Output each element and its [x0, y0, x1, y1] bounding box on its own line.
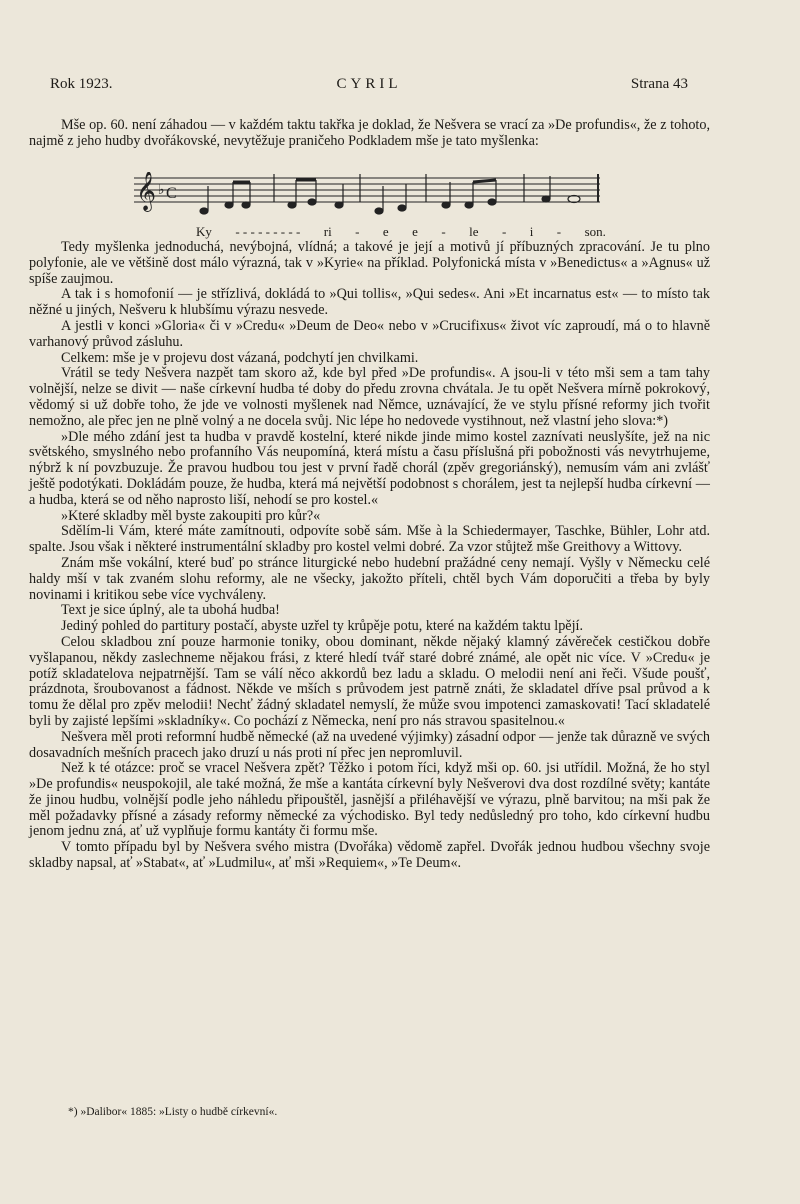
header-year: Rok 1923. — [50, 76, 113, 92]
note-head — [542, 196, 550, 202]
lyric-syllable: e — [412, 224, 418, 239]
paragraph: Znám mše vokální, které buď po stránce liturgické nebo hudební pražádné ceny nemají. Vyšly v Německu celé haldy mší v tak zvaném slohu reformy, ale ne všecky, jakožto příteli, chtěl bych Vám doporučiti a třeba by byly novinami i kritikou sebe více vychváleny. — [29, 554, 710, 603]
paragraph: Jediný pohled do partitury postačí, abyste uzřel ty krůpěje potu, které na každém taktu lpějí. — [61, 618, 584, 635]
paragraph: »Které skladby měl byste zakoupiti pro kůr?« — [61, 507, 321, 524]
paragraph: A jestli v konci »Gloria« či v »Credu« »Deum de Deo« nebo v »Crucifixus« život víc zaproudí, má o to hlavně varhanový průvod zásluhu. — [29, 317, 710, 350]
body-text — [29, 240, 710, 872]
paragraph: Nešvera měl proti reformní hudbě německé (až na uvedené výjimky) zásadní odpor — jenže tak důrazně ve svých dosavadních mešních pracech jako druzí u nás proti ní přec jen nepromluvil. — [29, 728, 710, 761]
treble-clef-icon: 𝄞 — [136, 172, 157, 211]
paragraph: A tak i s homofonií — je střízlivá, dokládá to »Qui tollis«, »Qui sedes«. Ani »Et incarnatus est« — to místo tak něžné u jiných, Nešveru k hlubšímu výrazu nesvede. — [29, 286, 710, 319]
lyric-syllable: e — [382, 224, 389, 239]
note-head — [568, 196, 580, 203]
lyric-syllable: - — [441, 224, 446, 239]
intro-paragraph — [29, 118, 710, 150]
lyric-syllable: son. — [584, 224, 606, 239]
flat-icon: ♭ — [158, 183, 165, 198]
paragraph: Tedy myšlenka jednoduchá, nevýbojná, vlídná; a takové je její a motivů jí příbuzných zpracování. Je tu plno polyfonie, ale ve většině dost málo výrazná, tak v »Kyrie« na příklad. Polyfonická místa v »Benedictus« a »Agnus« už spíše zaujmou. — [29, 239, 710, 287]
paragraph: Sdělím-li Vám, které máte zamítnouti, odpovíte sobě sám. Mše à la Schiedermayer, Taschke, Bühler, Lohr atd. spalte. Jsou však i některé instrumentální skladby pro kostel velmi dobré. Za vzor stůjtež mše Greithovy a Wittovy. — [29, 523, 710, 556]
note-head — [398, 205, 406, 211]
paragraph: Celkem: mše je v projevu dost vázaná, podchytí jen chvilkami. — [61, 349, 419, 366]
lyric-syllable: - — [556, 224, 562, 239]
paragraph: Vrátil se tedy Nešvera nazpět tam skoro až, kde byl před »De profundis«. A jsou-li v této mši sem a tam tahy volnější, nelze se divit — naše církevní hudba té doby do předu zrovna chvátala. Je tu opět Nešvera mírně pokrokový, vědomý si už dobře toho, že jde ve volnosti myšlenek nad Němce, uznávající, že ve stylu přísné reformy jich tvořit nemožno, ale přec jen ne plně volný a ne docela svůj. Nic lépe ho nedovede vystihnout, než vlastní jeho slova:*) — [29, 365, 710, 429]
header-title: CYRIL — [336, 76, 402, 92]
note-head — [200, 208, 208, 214]
music-lyrics — [196, 224, 606, 240]
note-head — [242, 202, 250, 208]
footnote: *) »Dalibor« 1885: »Listy o hudbě církevní«. — [68, 1106, 278, 1118]
intro-text: Mše op. 60. není záhadou — v každém taktu takřka je doklad, že Nešvera se vrací za »De profundis«, že z tohoto, najmě z jeho hudby dvořákovské, nevytěžuje praničeho Podkladem mše je tato myšlenka: — [29, 117, 710, 149]
note-head — [308, 199, 316, 205]
page-header — [50, 76, 688, 98]
paragraph: Celou skladbou zní pouze harmonie toniky, obou dominant, někde nějaký klamný závěreček cestičkou dobře vyšlapanou, někdy zaslechneme nějakou frási, z které hledí tvář staré dobré známé, ale opět nic více. V »Credu« je potíž skladatelova nejpatrnější. Tam se válí něco akkordů bez ladu a skladu. O melodii není ani řeči. Všude poušť, prázdnota, šroubovanost a fádnost. Někde ve mších s průvodem jest patrně znáti, že skladatel dříve psal průvod a k tomu že dělal pro zpěv melodii! Nechť žádný skladatel nemyslí, že může svou impotenci zamaskovati! Tací skladatelé byli by zajisté lepšími »skladníky«. Co pochází z Německa, není pro nás stravou spasitelnou.« — [29, 633, 710, 729]
lyric-syllable: - — [501, 224, 507, 239]
paragraph: V tomto případu byl by Nešvera svého mistra (Dvořáka) vědomě zapřel. Dvořák jednou hudbou všechny svoje skladby napsal, ať »Stabat«, ať »Ludmilu«, ať mši »Requiem«, »Te Deum«. — [29, 839, 710, 872]
note-head — [488, 199, 496, 205]
header-page-number: Strana 43 — [630, 76, 688, 92]
note-head — [288, 202, 296, 208]
lyric-syllable: - — [355, 224, 360, 239]
lyric-syllable: ri — [323, 224, 332, 239]
paragraph: »Dle mého zdání jest ta hudba v pravdě kostelní, které nikde jinde mimo kostel zaznívati neuslyšíte, jež na nic světského, smyslného nebo profanního Vás neupomíná, která místu a času příslušná při pobožnosti vás nevytrhujeme, nýbrž k ní povzbuzuje. Že pravou hudbou tou jest v první řadě chorál (zpěv gregoriánský), nemusím vám ani zvlášť ještě podotýkati. Dokládám pouze, že hudba, která má největší podobnost s chorálem, jest ta nejlepší hudba církevní — a hudba, která se od něho naprosto liší, nehodí se pro kostel.« — [29, 428, 710, 508]
time-signature-icon: C — [166, 185, 177, 202]
note-head — [375, 208, 383, 214]
paragraph: Text je sice úplný, ale ta ubohá hudba! — [61, 602, 280, 619]
note-head — [442, 202, 450, 208]
note-head — [335, 202, 343, 208]
lyric-syllable: i — [529, 224, 534, 239]
note-head — [465, 202, 473, 208]
lyric-syllable: le — [469, 224, 479, 239]
paragraph: Než k té otázce: proč se vracel Nešvera zpět? Těžko i potom říci, když mši op. 60. jsi utřídil. Možná, že ho styl »De profundis« neuspokojil, ale také možná, že mše a kantáta církevní byly Nešverovi dva dost rozdílné světy; kantáte že jinou hudbu, volnější podle jeho náhledu připouštěl, jasnější a přiléhavější ve výrazu, plně barvitou; na mši pak že měl požadavky přísné a zásady reformy německé za východisko. Byl tedy nedůsledný pro toho, kdo církevní hudbu jenom jednu zná, ať už vyplňuje formu kantáty či formu mše. — [29, 760, 710, 840]
note-head — [225, 202, 233, 208]
lyric-syllable: - - - - - - - - - — [235, 224, 301, 239]
lyric-syllable: Ky — [196, 224, 212, 239]
music-notation — [134, 172, 600, 220]
